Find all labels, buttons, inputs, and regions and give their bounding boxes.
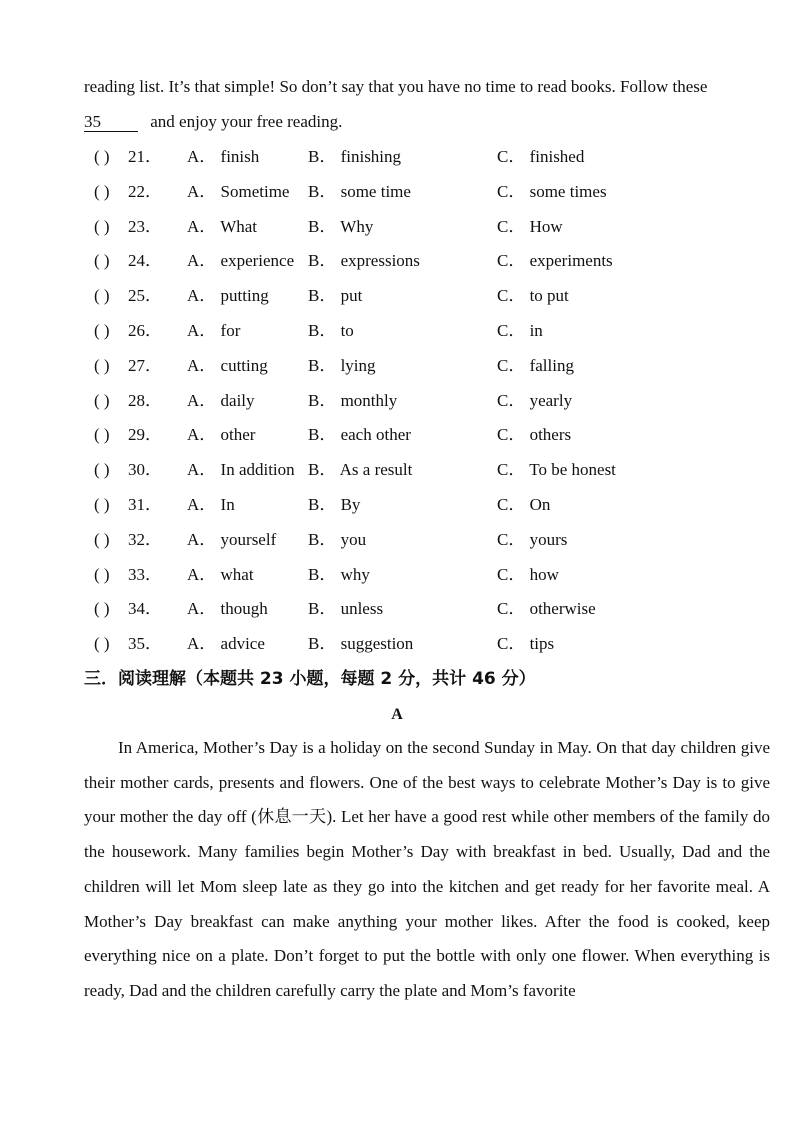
option-b: B． As a result <box>308 460 413 480</box>
option-b: B． Why <box>308 216 374 236</box>
option-a: A． In <box>187 494 235 514</box>
option-a: A． putting <box>187 286 269 306</box>
option-a: A． other <box>187 425 256 445</box>
option-c: C． To be honest <box>497 460 616 480</box>
option-c: C． to put <box>497 286 569 306</box>
question-row <box>84 314 770 349</box>
question-number: 31． <box>128 494 162 514</box>
question-row <box>84 453 770 488</box>
question-row <box>84 210 770 245</box>
option-c: C． otherwise <box>497 599 596 619</box>
option-a: A． daily <box>187 390 255 410</box>
option-c: C． yearly <box>497 390 573 410</box>
answer-paren: ( ) <box>94 634 110 654</box>
question-row <box>84 279 770 314</box>
option-c: C． others <box>497 425 572 445</box>
question-number: 32． <box>128 529 162 549</box>
option-b: B． expressions <box>308 251 420 271</box>
question-number: 21． <box>128 147 162 166</box>
question-number: 22． <box>128 181 162 201</box>
option-a: A． though <box>187 599 268 619</box>
option-a: A． In addition <box>187 460 295 480</box>
answer-paren: ( ) <box>94 147 110 166</box>
question-number: 23． <box>128 216 162 236</box>
answer-paren: ( ) <box>94 494 110 514</box>
answer-paren: ( ) <box>94 529 110 549</box>
answer-paren: ( ) <box>94 355 110 375</box>
option-b: B． to <box>308 320 354 340</box>
answer-paren: ( ) <box>94 181 110 201</box>
option-c: C． experiments <box>497 251 613 271</box>
option-b: B． each other <box>308 425 411 445</box>
option-c: C． falling <box>497 355 574 375</box>
question-number: 33． <box>128 564 162 584</box>
option-c: C． yours <box>497 529 568 549</box>
answer-blank: 35 <box>84 113 138 132</box>
option-b: B． put <box>308 286 363 306</box>
option-b: B． some time <box>308 181 411 201</box>
passage-paragraph: In America, Mother’s Day is a holiday on the second Sunday in May. On that day children give their mother cards, presents and flowers. One of the best ways to celebrate Mother’s Day is to give your mother the day off (休息一天). Let her have a good rest while other members of the family do the housework. Many families begin Mother’s Day with breakfast in bed. Usually, Dad and the children will let Mom sleep late as they go into the kitchen and get ready for her favorite meal. A Mother’s Day breakfast can make anything your mother likes. After the food is cooked, keep everything nice on a plate. Don’t forget to put the bottle with only one flower. When everything is ready, Dad and the children carefully carry the plate and Mom’s favorite <box>84 738 770 1000</box>
option-c: C． finished <box>497 147 585 166</box>
question-row <box>84 592 770 627</box>
question-row <box>84 558 770 593</box>
option-b: B． lying <box>308 355 376 375</box>
option-c: C． in <box>497 320 543 340</box>
question-number: 30． <box>128 460 162 480</box>
question-row <box>84 244 770 279</box>
answer-paren: ( ) <box>94 599 110 619</box>
option-a: A． cutting <box>187 355 268 375</box>
option-c: C． On <box>497 494 551 514</box>
option-a: A． Sometime <box>187 181 290 201</box>
question-row <box>84 523 770 558</box>
intro-line-1: reading list. It’s that simple! So don’t say that you have no time to read books. Follow these <box>84 77 708 96</box>
option-b: B． why <box>308 564 370 584</box>
question-row <box>84 627 770 662</box>
answer-paren: ( ) <box>94 286 110 306</box>
option-c: C． How <box>497 216 563 236</box>
option-a: A． experience <box>187 251 295 271</box>
section-heading: 三．阅读理解（本题共 23 小题，每题 2 分，共计 46 分） <box>84 669 536 689</box>
option-c: C． some times <box>497 181 607 201</box>
question-number: 25． <box>128 286 162 306</box>
option-c: C． tips <box>497 634 555 654</box>
answer-paren: ( ) <box>94 390 110 410</box>
option-a: A． advice <box>187 634 265 654</box>
question-number: 26． <box>128 320 162 340</box>
question-row <box>84 418 770 453</box>
answer-paren: ( ) <box>94 251 110 271</box>
question-number: 27． <box>128 355 162 375</box>
answer-paren: ( ) <box>94 320 110 340</box>
question-number: 24． <box>128 251 162 271</box>
question-list <box>84 140 770 662</box>
option-a: A． What <box>187 216 258 236</box>
option-a: A． yourself <box>187 529 277 549</box>
passage-title: A <box>391 706 403 723</box>
question-number: 35． <box>128 634 162 654</box>
question-row <box>84 349 770 384</box>
option-a: A． finish <box>187 147 260 166</box>
question-row <box>84 175 770 210</box>
option-b: B． By <box>308 494 361 514</box>
question-number: 29． <box>128 425 162 445</box>
answer-paren: ( ) <box>94 425 110 445</box>
question-number: 28． <box>128 390 162 410</box>
question-row <box>84 140 770 175</box>
option-b: B． finishing <box>308 147 402 166</box>
option-a: A． for <box>187 320 241 340</box>
option-a: A． what <box>187 564 254 584</box>
question-number: 34． <box>128 599 162 619</box>
intro-paragraph <box>84 70 770 139</box>
answer-paren: ( ) <box>94 216 110 236</box>
option-b: B． suggestion <box>308 634 414 654</box>
option-b: B． unless <box>308 599 384 619</box>
question-row <box>84 384 770 419</box>
option-b: B． monthly <box>308 390 398 410</box>
question-row <box>84 488 770 523</box>
option-c: C． how <box>497 564 559 584</box>
answer-paren: ( ) <box>94 460 110 480</box>
answer-paren: ( ) <box>94 564 110 584</box>
intro-line-2 <box>84 105 770 140</box>
intro-line-2-text: and enjoy your free reading. <box>150 111 343 131</box>
option-b: B． you <box>308 529 367 549</box>
